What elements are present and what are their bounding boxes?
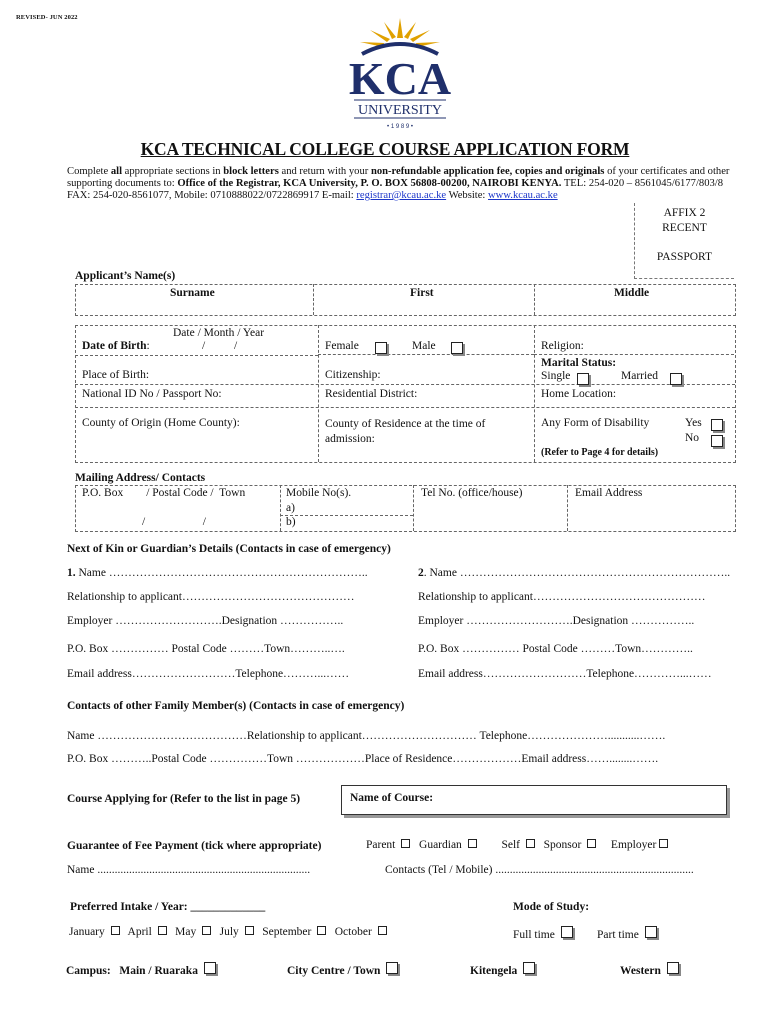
revision-date: REVISED- JUN 2022 [16,14,78,21]
guarantor-contacts-field[interactable]: Contacts (Tel / Mobile) ..................................................................... [385,864,694,876]
campus-label: Campus: [66,965,111,977]
married-checkbox[interactable] [670,373,682,385]
july-checkbox[interactable] [245,926,254,935]
disability-refer-note: (Refer to Page 4 for details) [541,447,659,458]
female-checkbox[interactable] [375,342,387,354]
intake-label: Preferred Intake / Year: [70,901,191,913]
residential-district-field[interactable]: Residential District: [325,388,418,400]
may-checkbox[interactable] [202,926,211,935]
family-address-line[interactable]: P.O. Box ………..Postal Code ……………Town ………………Place of Residence………………Email address……........……. [67,753,659,765]
kin1-relationship-field[interactable]: Relationship to applicant……………………………………… [67,591,355,603]
female-label: Female [325,340,359,352]
first-name-field[interactable]: First [410,287,434,299]
full-time-checkbox[interactable] [561,926,573,938]
form-title: KCA TECHNICAL COLLEGE COURSE APPLICATION FORM [140,139,630,159]
intake-months: January April May July September October [69,926,387,938]
national-id-field[interactable]: National ID No / Passport No: [82,388,222,400]
dob-field[interactable]: / / [202,340,238,352]
mailing-address-label: Mailing Address/ Contacts [75,472,206,484]
po-box-slashes: / / [142,516,206,528]
april-checkbox[interactable] [158,926,167,935]
county-origin-field[interactable]: County of Origin (Home County): [82,417,240,429]
mobile-b-field[interactable]: b) [286,516,296,528]
place-of-birth-field[interactable]: Place of Birth: [82,369,150,381]
marital-status-label: Marital Status: [541,357,617,369]
male-label: Male [412,340,436,352]
dob-hint: Date / Month / Year [173,327,265,339]
main-campus-checkbox[interactable] [204,962,216,974]
logo-year-text: • 1 9 8 9 • [387,124,413,130]
employer-checkbox[interactable] [659,839,668,848]
kin1-name-field[interactable]: Name ………………………………………………………….. [75,567,368,579]
male-checkbox[interactable] [451,342,463,354]
kitengela-label: Kitengela [470,965,518,977]
part-time-checkbox[interactable] [645,926,657,938]
kitengela-checkbox[interactable] [523,962,535,974]
middle-name-field[interactable]: Middle [614,287,650,299]
home-location-field[interactable]: Home Location: [541,388,617,400]
disability-no-label: No [685,432,700,444]
family-name-line[interactable]: Name …………………………………Relationship to applicant………………………… Telephone…………………...........……. [67,730,666,742]
kin2-employer-field[interactable]: Employer ……………………….Designation …………….. [418,615,695,627]
self-checkbox[interactable] [526,839,535,848]
kin1-employer-field[interactable]: Employer ……………………….Designation …………….. [67,615,344,627]
kin2-address-field[interactable]: P.O. Box …………… Postal Code ………Town………….. [418,643,693,655]
surname-field[interactable]: Surname [170,287,215,299]
county-residence-field[interactable]: County of Residence at the time of admission: [325,418,486,445]
single-label: Single [541,370,571,382]
registrar-email-link[interactable]: registrar@kcau.ac.ke [356,190,447,201]
passport-photo-box: AFFIX 2 RECENT PASSPORT [634,203,734,279]
kin2-name-field[interactable]: . Name …………………………………………………………….. [423,567,731,579]
september-checkbox[interactable] [317,926,326,935]
email-field[interactable]: Email Address [575,487,643,499]
married-label: Married [621,370,659,382]
guarantor-options: Parent Guardian Self Sponsor Employer [366,839,668,851]
fee-guarantee-label: Guarantee of Fee Payment (tick where appropriate) [67,840,322,852]
kin2-relationship-field[interactable]: Relationship to applicant……………………………………… [418,591,706,603]
mobile-label: Mobile No(s). [286,487,352,499]
applicant-names-label: Applicant’s Name(s) [75,270,176,282]
october-checkbox[interactable] [378,926,387,935]
main-campus-label: Main / Ruaraka [119,965,198,977]
kin1-email-field[interactable]: Email address………………………Telephone………...…… [67,668,350,680]
po-box-field[interactable]: P.O. Box / Postal Code / Town [82,487,246,499]
city-centre-checkbox[interactable] [386,962,398,974]
city-centre-label: City Centre / Town [287,965,381,977]
mode-of-study-label: Mode of Study: [513,901,590,913]
course-applying-label: Course Applying for (Refer to the list in page 5) [67,793,301,805]
tel-field[interactable]: Tel No. (office/house) [421,487,523,499]
logo-university-text: UNIVERSITY [358,103,442,118]
part-time-label: Part time [597,929,639,941]
full-time-label: Full time [513,929,555,941]
website-link[interactable]: www.kcau.ac.ke [488,190,558,201]
single-checkbox[interactable] [577,373,589,385]
disability-no-checkbox[interactable] [711,435,723,447]
kca-university-logo [340,12,460,130]
western-label: Western [620,965,661,977]
instructions-paragraph: Complete all appropriate sections in block letters and return with your non-refundable application fee, copies and originals of your certificates and other supporting documents to: Office of the Registrar, KCA University, P. O. BOX 56808-00200, NAIROBI KENYA. TEL: 254-020 – 8561045/6177/803/8 FAX: 254-020-8561077, Mobile: 0710888022/0722869917 E-mail: registrar@kcau.ac.ke Website: www.kcau.ac.ke [67,166,730,201]
religion-field[interactable]: Religion: [541,340,584,352]
kin2-email-field[interactable]: Email address………………………Telephone…………...…… [418,668,712,680]
guardian-checkbox[interactable] [468,839,477,848]
western-checkbox[interactable] [667,962,679,974]
logo-kca-text: KCA [348,53,452,104]
dob-label: Date of Birth [82,340,147,352]
january-checkbox[interactable] [111,926,120,935]
kin1-address-field[interactable]: P.O. Box …………… Postal Code ………Town………..…. [67,643,345,655]
parent-checkbox[interactable] [401,839,410,848]
disability-yes-label: Yes [685,417,702,429]
disability-yes-checkbox[interactable] [711,419,723,431]
disability-label: Any Form of Disability [541,417,650,429]
mobile-a-field[interactable]: a) [286,502,295,514]
guarantor-name-field[interactable]: Name .......................................................................... [67,864,311,876]
course-name-field[interactable]: Name of Course: [341,785,727,815]
sponsor-checkbox[interactable] [587,839,596,848]
family-contacts-heading: Contacts of other Family Member(s) (Contacts in case of emergency) [67,700,405,712]
intake-year-field[interactable]: _____________ [190,901,266,913]
citizenship-field[interactable]: Citizenship: [325,369,381,381]
next-of-kin-heading: Next of Kin or Guardian’s Details (Contacts in case of emergency) [67,543,391,555]
